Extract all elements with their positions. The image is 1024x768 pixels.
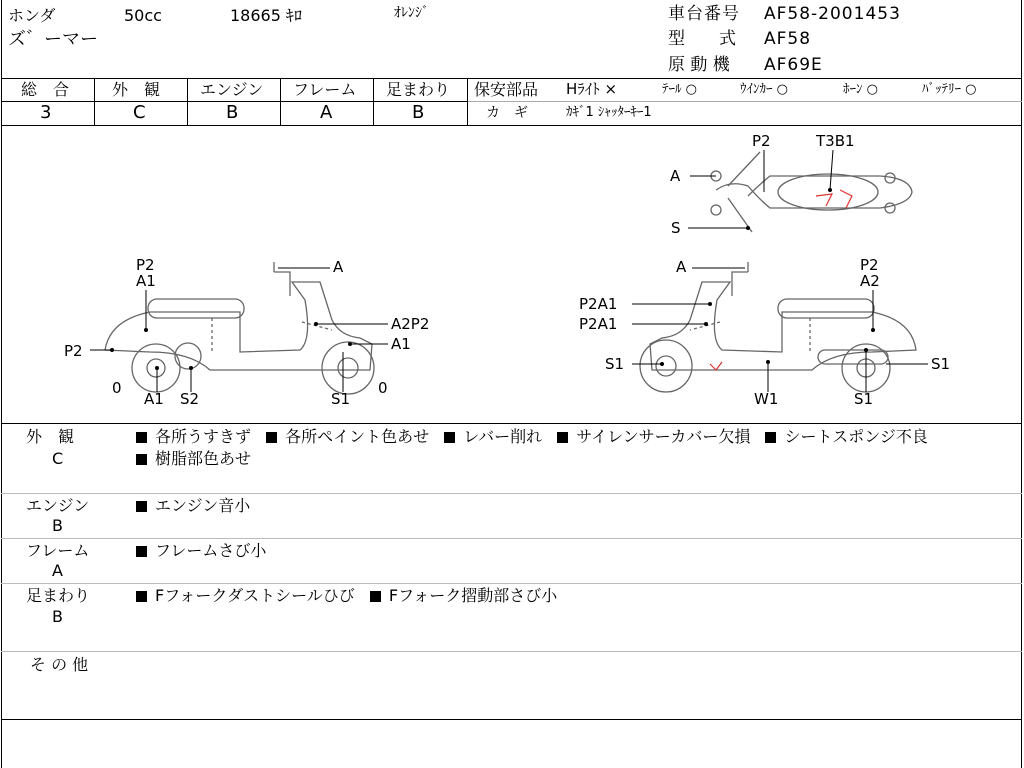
notes-divider <box>1 493 1022 494</box>
type-value: AF58 <box>764 29 812 49</box>
diagram-bottom-divider <box>1 423 1022 424</box>
red-marks <box>710 190 852 370</box>
label-a1: A1 <box>144 390 164 408</box>
exterior-label: 外 観 <box>112 80 161 99</box>
exterior-note: レバー削れ <box>463 427 543 446</box>
notes-bottom-divider <box>1 719 1022 720</box>
engine-label: 原 動 機 <box>668 55 730 75</box>
grade-col-divider <box>187 78 188 125</box>
label-s: S <box>671 219 681 237</box>
notes-frame-label: フレーム <box>26 541 90 560</box>
label-p2: P2 <box>752 132 771 150</box>
grade-col-divider <box>94 78 95 125</box>
displacement: 50cc <box>124 6 162 25</box>
label-a1: A1 <box>136 272 156 290</box>
label-zero: 0 <box>378 379 388 397</box>
exterior-note: 樹脂部色あせ <box>155 449 252 468</box>
notes-engine-label: エンジン <box>26 496 90 515</box>
model-name: ズ゛ーマー <box>8 29 98 50</box>
notes-divider <box>1 651 1022 652</box>
safety-headlight: Hﾗｲﾄ × <box>566 80 618 98</box>
damage-diagram <box>0 126 1022 422</box>
frame-no-label: 車台番号 <box>668 4 740 24</box>
notes-exterior-label: 外 観 <box>26 427 75 446</box>
total-label: 総 合 <box>21 80 70 99</box>
safety-battery: ﾊﾞｯﾃﾘｰ ○ <box>922 82 977 97</box>
label-p2: P2 <box>860 256 879 274</box>
notes-divider <box>1 538 1022 539</box>
label-a2: A2 <box>860 272 880 290</box>
exterior-note: サイレンサーカバー欠損 <box>576 427 751 446</box>
mileage: 18665 ｷﾛ <box>230 6 302 25</box>
engine-grade-label: エンジン <box>200 80 264 99</box>
frame-grade: A <box>320 102 333 123</box>
label-s2: S2 <box>180 390 200 408</box>
label-s1: S1 <box>331 390 351 408</box>
exterior-notes-line1 <box>136 429 928 445</box>
label-a1: A1 <box>391 335 411 353</box>
safety-winker: ｳｲﾝｶｰ ○ <box>740 82 788 97</box>
label-p2: P2 <box>136 256 155 274</box>
notes-exterior-grade: C <box>52 449 64 468</box>
label-s1: S1 <box>931 355 951 373</box>
engine-value: AF69E <box>764 55 823 75</box>
scooter-top-view <box>711 152 912 232</box>
exterior-notes-line2 <box>136 451 251 467</box>
label-w1: W1 <box>754 390 779 408</box>
label-s1: S1 <box>854 390 874 408</box>
key-label: カ ギ <box>486 105 528 121</box>
maker: ホンダ <box>8 6 56 25</box>
label-a: A <box>676 258 687 276</box>
key-value: ｶｷﾞ1 ｼｬｯﾀｰｷｰ1 <box>566 105 652 120</box>
grade-col-divider <box>467 78 468 125</box>
header-divider <box>1 78 1022 79</box>
label-t3b1: T3B1 <box>816 132 855 150</box>
safety-taillight: ﾃｰﾙ ○ <box>662 82 697 97</box>
safety-mid-divider <box>468 101 1022 102</box>
type-label: 型 式 <box>668 29 736 49</box>
label-p2a1: P2A1 <box>579 315 618 333</box>
body-color: ｵﾚﾝｼﾞ <box>394 5 429 21</box>
exterior-note: シートスポンジ不良 <box>784 427 928 446</box>
label-s1: S1 <box>605 355 625 373</box>
label-a2p2: A2P2 <box>391 315 430 333</box>
engine-grade: B <box>226 102 239 123</box>
label-a: A <box>333 258 344 276</box>
exterior-grade: C <box>133 102 146 123</box>
suspension-note: Fフォーク摺動部さび小 <box>388 586 558 605</box>
engine-note: エンジン音小 <box>155 496 251 515</box>
grade-col-divider <box>280 78 281 125</box>
engine-notes <box>136 498 250 514</box>
safety-horn: ﾎｰﾝ ○ <box>843 82 878 97</box>
notes-other-label: そ の 他 <box>30 655 89 674</box>
exterior-note: 各所うすきず <box>155 427 252 446</box>
frame-notes <box>136 543 266 559</box>
suspension-note: Fフォークダストシールひび <box>155 586 355 605</box>
label-zero: 0 <box>112 379 122 397</box>
notes-divider <box>1 583 1022 584</box>
notes-suspension-grade: B <box>52 607 63 626</box>
suspension-notes <box>136 588 557 604</box>
suspension-grade-label: 足まわり <box>386 80 451 99</box>
notes-engine-grade: B <box>52 516 63 535</box>
notes-frame-grade: A <box>52 561 63 580</box>
safety-label: 保安部品 <box>474 80 539 99</box>
label-p2: P2 <box>64 342 83 360</box>
frame-grade-label: フレーム <box>293 80 357 99</box>
exterior-note: 各所ペイント色あせ <box>285 427 430 446</box>
notes-suspension-label: 足まわり <box>26 586 91 605</box>
frame-no: AF58-2001453 <box>764 4 901 24</box>
label-p2a1: P2A1 <box>579 295 618 313</box>
frame-note: フレームさび小 <box>155 541 267 560</box>
total-grade: 3 <box>40 102 52 123</box>
grade-col-divider <box>373 78 374 125</box>
suspension-grade: B <box>412 102 425 123</box>
label-a: A <box>670 167 681 185</box>
